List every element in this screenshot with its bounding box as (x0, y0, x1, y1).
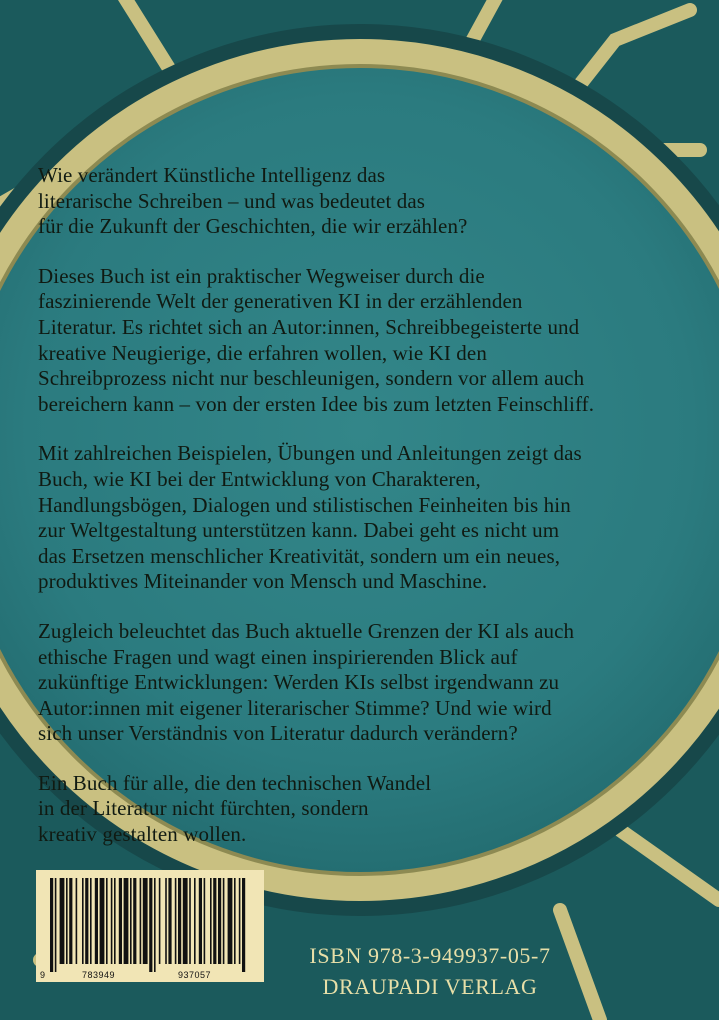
barcode-bar (55, 878, 57, 972)
blurb-paragraph (38, 619, 678, 747)
isbn-label: ISBN 978-3-949937-05-7 (309, 943, 551, 968)
blurb-line: Ein Buch für alle, die den technischen Wandel (38, 770, 432, 795)
barcode-bar (168, 878, 171, 964)
barcode-bar (85, 878, 88, 964)
barcode-bar (204, 878, 206, 964)
blurb-line: Wie verändert Künstliche Intelligenz das (38, 163, 386, 187)
barcode-digit-first: 9 (40, 970, 46, 980)
barcode-bar (159, 878, 161, 964)
blurb-paragraph (38, 441, 678, 595)
barcode-bar (183, 878, 188, 964)
blurb-text (38, 163, 678, 872)
blurb-line: zukünftige Entwicklungen: Werden KIs selbst irgendwann zu (38, 670, 560, 695)
barcode-bar (143, 878, 148, 964)
barcode-bar (124, 878, 129, 964)
barcode-bar (100, 878, 105, 964)
blurb-paragraph (38, 771, 678, 848)
blurb-line: Zugleich beleuchtet das Buch aktuelle Grenzen der KI als auch (38, 618, 575, 643)
blurb-line: Handlungsbögen, Dialogen und stilistischen Feinheiten bis hin (38, 492, 571, 517)
barcode-bar (114, 878, 116, 964)
barcode-bar (213, 878, 216, 964)
barcode-bar (60, 878, 65, 964)
barcode-bar (223, 878, 225, 964)
barcode-bar (178, 878, 181, 964)
barcode-bar (234, 878, 236, 964)
barcode-digits-right: 937057 (178, 970, 212, 980)
barcode-bar (76, 878, 78, 964)
blurb-line: Autor:innen mit eigener literarischer Stimme? Und wie wird (38, 695, 552, 720)
barcode-bar (175, 878, 177, 964)
blurb-line: bereichern kann – von der ersten Idee bis zum letzten Feinschliff. (38, 391, 595, 416)
blurb-line: zur Weltgestaltung unterstützen kann. Dabei geht es nicht um (38, 518, 560, 543)
barcode-bar (90, 878, 92, 964)
blurb-line: in der Literatur nicht fürchten, sondern (38, 796, 369, 821)
barcode-bar (149, 878, 152, 972)
barcode-bar (69, 878, 72, 964)
blurb-line: für die Zukunft der Geschichten, die wir erzählen? (38, 214, 468, 239)
blurb-paragraph (38, 163, 678, 240)
blurb-line: literarische Schreiben – und was bedeutet das (38, 188, 426, 213)
blurb-line: produktives Miteinander von Mensch und Maschine. (38, 569, 488, 594)
blurb-line: Buch, wie KI bei der Entwicklung von Charakteren, (38, 466, 481, 491)
barcode-bar (199, 878, 202, 964)
publisher-name: DRAUPADI VERLAG (322, 974, 538, 999)
blurb-line: Mit zahlreichen Beispielen, Übungen und Anleitungen zeigt das (38, 441, 582, 466)
barcode-bar (154, 878, 156, 972)
barcode-bar (239, 878, 241, 964)
barcode-bar (50, 878, 53, 972)
barcode-bar (130, 878, 132, 964)
barcode-bar (242, 878, 245, 972)
barcode-bar (210, 878, 212, 964)
barcode-bar (165, 878, 167, 964)
blurb-line: sich unser Verständnis von Literatur dadurch verändern? (38, 721, 518, 746)
blurb-line: kreativ gestalten wollen. (38, 822, 247, 847)
barcode-bar (218, 878, 221, 964)
barcode-bars (36, 870, 264, 982)
barcode-bar (133, 878, 136, 964)
barcode-bar (119, 878, 122, 964)
barcode-digits-left: 783949 (82, 970, 116, 980)
blurb-paragraph (38, 264, 678, 418)
barcode-bar (189, 878, 191, 964)
blurb-line: das Ersetzen menschlicher Kreativität, sondern um ein neues, (38, 543, 561, 568)
blurb-line: Literatur. Es richtet sich an Autor:innen, Schreibbegeisterte und (38, 314, 580, 339)
blurb-line: Schreibprozess nicht nur beschleunigen, sondern vor allem auch (38, 366, 585, 391)
barcode-bar (194, 878, 196, 964)
blurb-line: ethische Fragen und wagt einen inspirierenden Blick auf (38, 644, 518, 669)
blurb-line: Dieses Buch ist ein praktischer Wegweiser durch die (38, 263, 485, 288)
barcode-bar (95, 878, 98, 964)
barcode-bar (82, 878, 84, 964)
barcode-bar (106, 878, 108, 964)
blurb-line: kreative Neugierige, die erfahren wollen, wie KI den (38, 340, 487, 365)
barcode-bar (140, 878, 142, 964)
barcode-bar (66, 878, 68, 964)
isbn-barcode (36, 870, 264, 982)
barcode-bar (111, 878, 113, 964)
blurb-line: faszinierende Welt der generativen KI in der erzählenden (38, 289, 523, 314)
barcode-bar (228, 878, 233, 964)
